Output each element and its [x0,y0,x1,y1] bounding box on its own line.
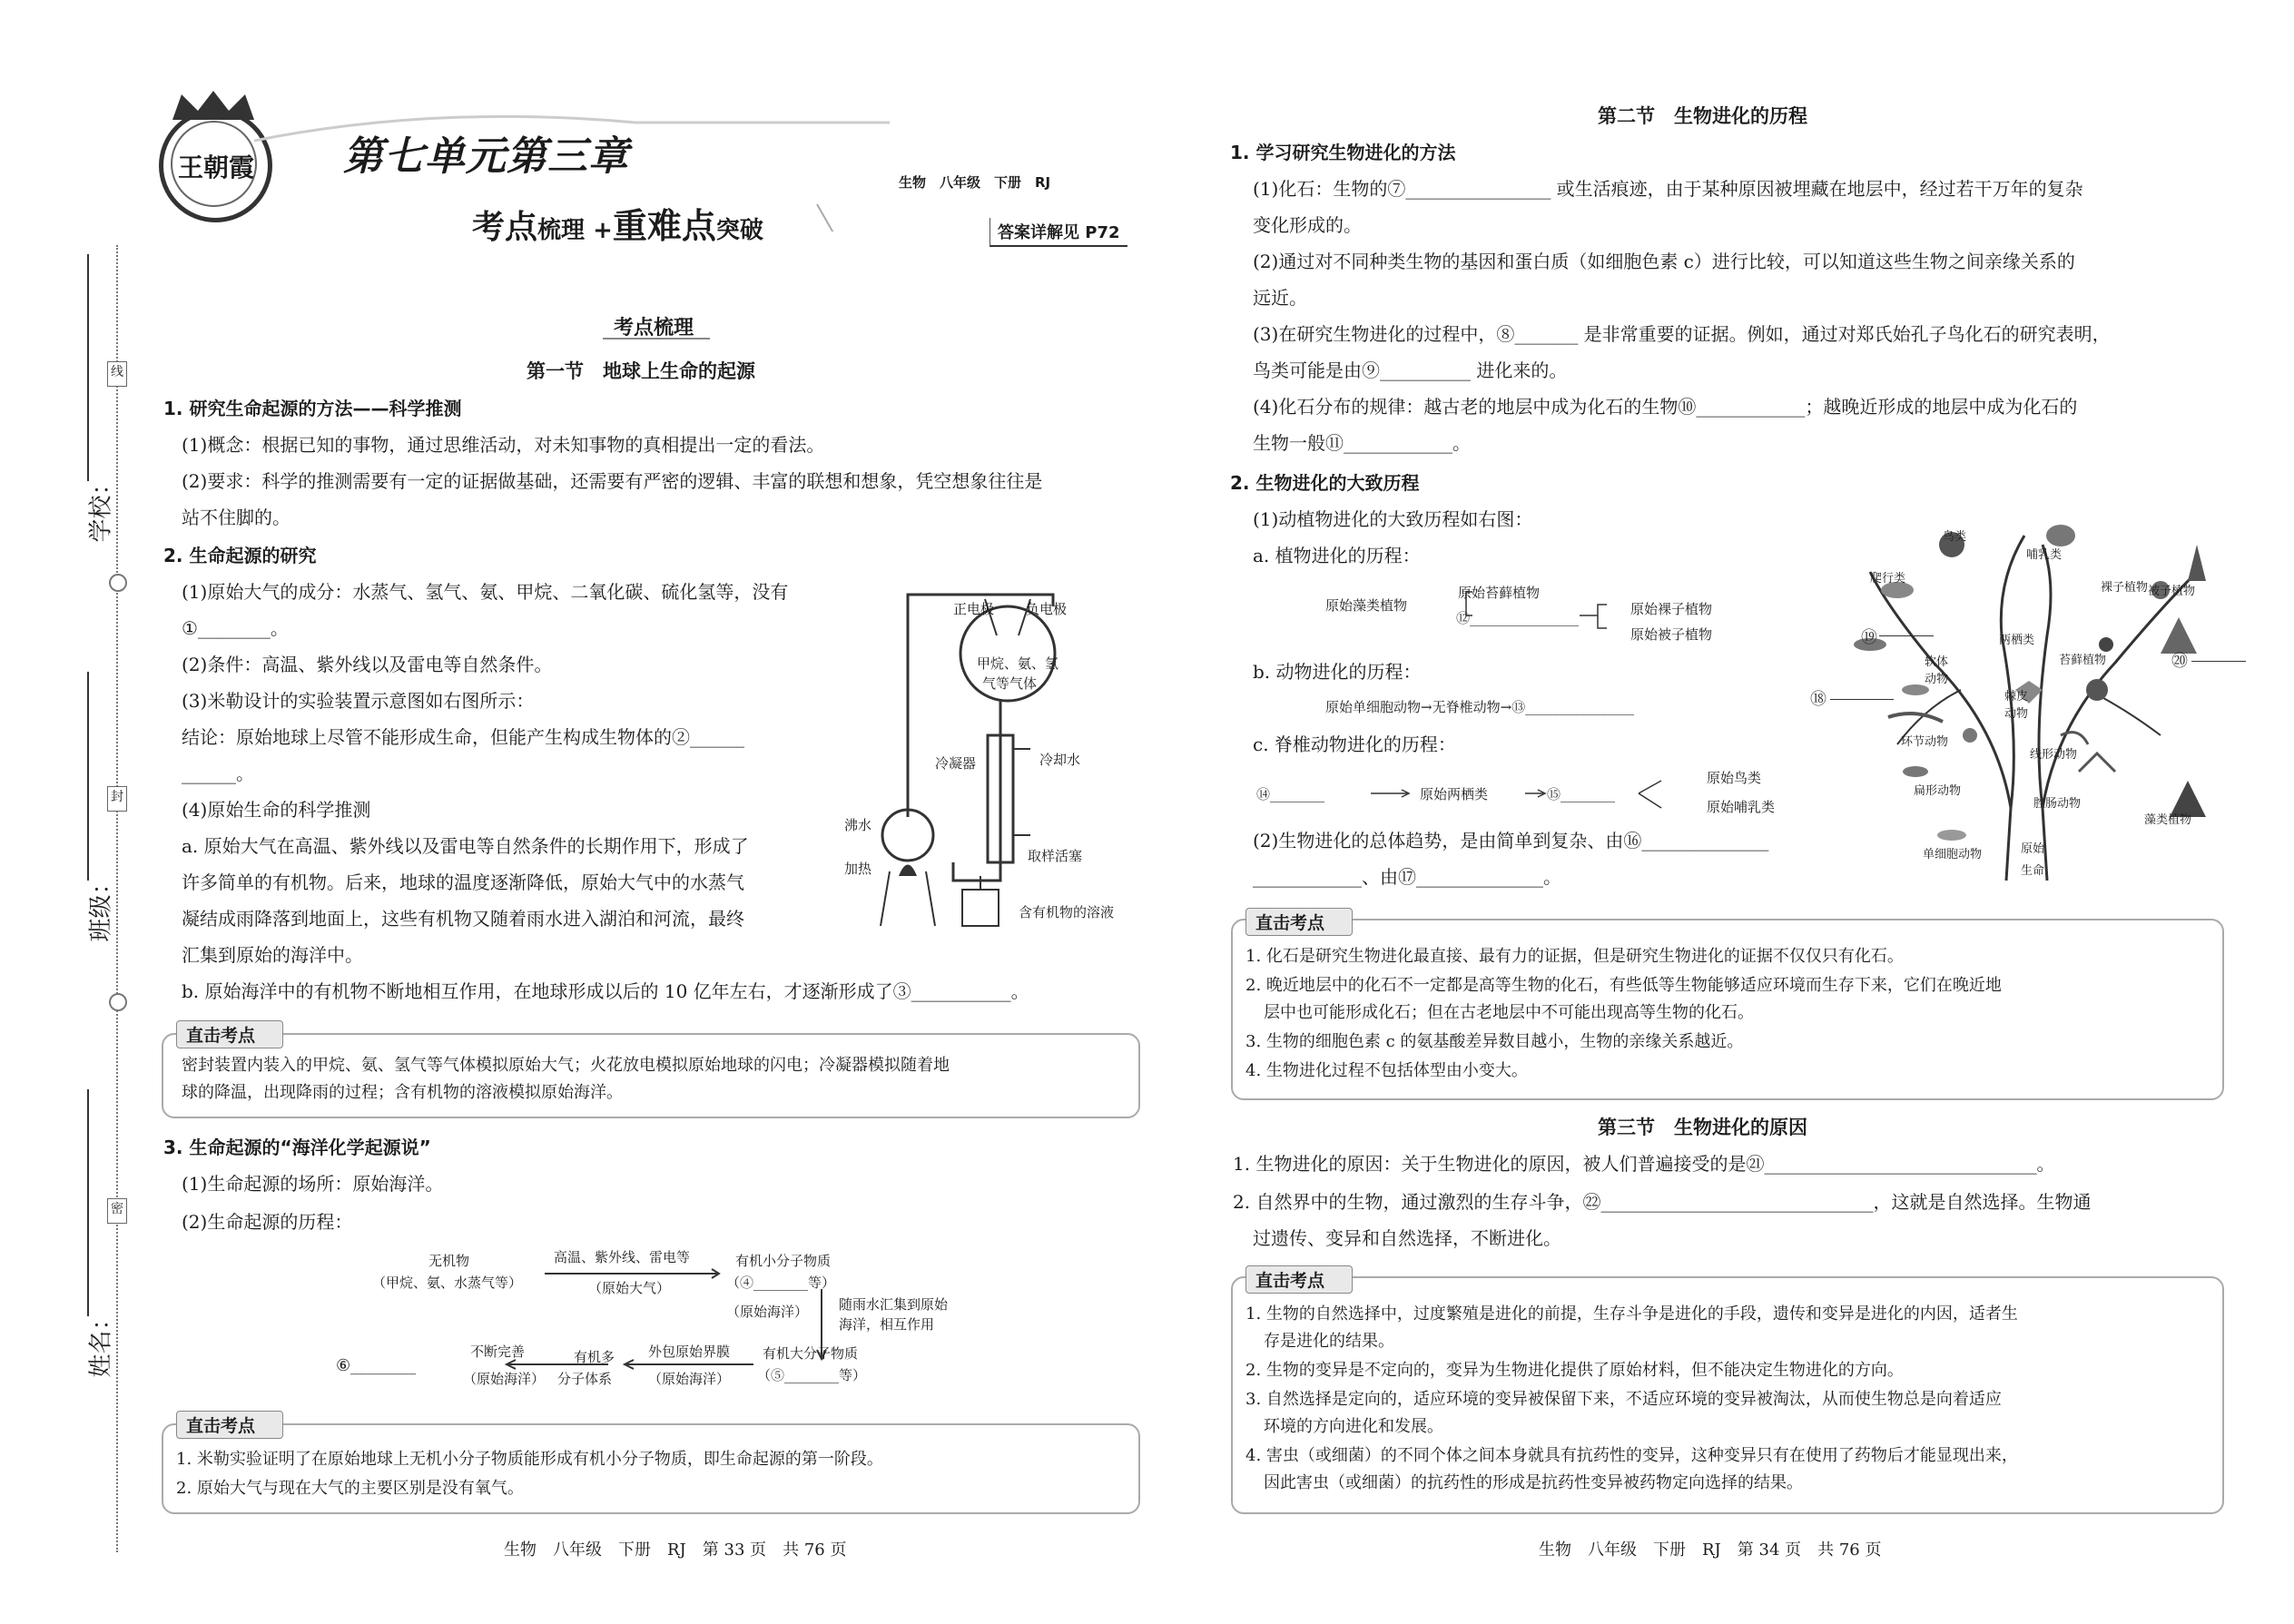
blank-4[interactable]: （④________等） [726,1275,836,1291]
tree-flatworms: 扁形动物 [1914,784,1962,798]
blank-7[interactable]: (1)化石：生物的⑦________________ 或生活痕迹，由于某种原因被埋藏在地层中，经过若干万年的复杂 [1253,178,2083,200]
header-subtitle: 考点梳理 +重难点突破 [472,206,763,246]
blank-10[interactable]: (4)化石分布的规律：越古老的地层中成为化石的生物⑩____________；越晚近形成的地层中成为化石的 [1253,396,2078,418]
text-line: (1)概念：根据已知的事物，通过思维活动，对未知事物的真相提出一定的看法。 [182,434,825,456]
label-heating: 加热 [844,861,872,877]
plant-angiosperm: 原始被子植物 [1630,626,1713,643]
text-line: 凝结成雨降落到地面上，这些有机物又随着雨水进入湖泊和河流，最终 [182,908,744,930]
blank-17[interactable]: ____________、由⑰______________。 [1253,866,1561,888]
plant-algae: 原始藻类植物 [1325,597,1408,614]
text-line: (2)通过对不同种类生物的基因和蛋白质（如细胞色素 c）进行比较，可以知道这些生物之间亲缘关系的 [1253,251,2075,272]
tip-box-tag: 直击考点 [176,1411,283,1439]
seal-mark-line: 线 [107,361,127,387]
tree-origin: 原始 [2021,842,2045,856]
tree-nematodes: 线形动物 [2030,748,2078,762]
text-line: 远近。 [1253,287,1307,309]
tree-mollusks: 软体动物 [1925,655,1949,686]
tree-reptiles: 爬行类 [1870,572,1906,586]
class-field[interactable] [87,672,89,881]
text-line: b. 动物进化的历程： [1253,661,1422,683]
flow-ocean: （原始海洋） [726,1304,809,1320]
flow-small-organic: 有机小分子物质 [735,1253,832,1269]
name-label: 姓名： [87,1306,115,1378]
tip-box-tag: 直击考点 [1245,908,1353,936]
blank-6[interactable]: ⑥________ [336,1356,417,1375]
text-line: (2)要求：科学的推测需要有一定的证据做基础，还需要有严密的逻辑、丰富的联想和想象，凭空想象往往是 [182,470,1043,492]
text-line: (4)原始生命的科学推测 [182,799,371,821]
blank-19[interactable]: ⑲ [1861,628,1877,647]
school-field[interactable] [87,254,89,481]
answer-ref: 答案详解见 P72 [989,218,1127,247]
tip-text: 1. 生物的自然选择中，过度繁殖是进化的前提，生存斗争是进化的手段，遗传和变异是进化的内因，适者生 [1245,1304,2018,1324]
tip-box-1 [162,1026,1140,1118]
tip-text: 层中也可能形成化石；但在古老地层中不可能出现高等生物的化石。 [1264,1003,1754,1022]
label-condenser: 冷凝器 [935,755,977,772]
text-line: a. 植物进化的历程： [1253,545,1421,566]
tip-text: 因此害虫（或细菌）的抗药性的形成是抗药性变异被药物定向选择的结果。 [1264,1473,1803,1492]
text-line: 变化形成的。 [1253,214,1362,236]
tree-gymnosperms: 裸子植物 [2101,581,2149,595]
flow-condition-sub: （原始大气） [588,1280,671,1296]
text-line: (3)米勒设计的实验装置示意图如右图所示： [182,690,535,712]
flow-rain-2: 海洋，相互作用 [839,1316,935,1333]
punch-hole-icon [109,993,127,1011]
unit-title: 第七单元第三章 [343,133,629,180]
vertebrate-evolution-arrows [1362,763,1725,826]
blank-20[interactable]: ⑳ [2171,652,2188,671]
label-organic-solution: 含有机物的溶液 [1019,904,1115,920]
tree-algae: 藻类植物 [2144,813,2192,827]
heading-2: 2. 生物进化的大致历程 [1230,472,1420,494]
heading-1: 1. 学习研究生物进化的方法 [1230,142,1456,163]
tip-text: 2. 晚近地层中的化石不一定都是高等生物的化石，有些低等生物能够适应环境而生存下来，它们在晚近地 [1245,976,2002,995]
heading-1: 1. 研究生命起源的方法——科学推测 [163,398,462,419]
flow-multi: 有机多 [574,1349,615,1365]
label-gas-2: 气等气体 [982,675,1038,692]
blank-14[interactable]: ⑭________ [1256,786,1325,802]
tip-text: 4. 害虫（或细菌）的不同个体之间本身就具有抗药性的变异，这种变异只有在使用了药物后才能显现出来， [1245,1446,2018,1465]
tree-moss: 苔藓植物 [2059,654,2107,667]
flow-big-organic: 有机大分子物质 [763,1345,859,1362]
blank-11[interactable]: 生物一般⑪____________。 [1253,432,1471,454]
text-line: c. 脊椎动物进化的历程： [1253,733,1456,755]
section-title: 考点梳理 [614,317,694,340]
tree-cnidarians: 腔肠动物 [2033,797,2082,811]
blank-16[interactable]: (2)生物进化的总体趋势，是由简单到复杂、由⑯______________ [1253,830,1769,851]
tree-amphibians: 两栖类 [1999,634,2035,647]
plant-gymnosperm: 原始裸子植物 [1630,601,1713,617]
tip-box-tag: 直击考点 [176,1020,283,1048]
logo-text: 王朝霞 [178,153,255,182]
tip-text: 1. 米勒实验证明了在原始地球上无机小分子物质能形成有机小分子物质，即生命起源的第一阶段。 [176,1450,883,1469]
vert-mammal: 原始哺乳类 [1707,799,1776,815]
class-label: 班级： [87,871,115,942]
label-boiling-water: 沸水 [844,817,872,833]
blank-9[interactable]: 鸟类可能是由⑨__________ 进化来的。 [1253,359,1568,381]
blank-21[interactable]: 1. 生物进化的原因：关于生物进化的原因，被人们普遍接受的是㉑______________________________。 [1233,1153,2055,1175]
text-line: (2)条件：高温、紫外线以及雷电等自然条件。 [182,654,553,675]
book-info: 生物 八年级 下册 RJ [899,174,1051,191]
tip-text: 密封装置内装入的甲烷、氨、氢气等气体模拟原始大气；火花放电模拟原始地球的闪电；冷凝器模拟随着地 [182,1056,950,1075]
flow-rain: 随雨水汇集到原始 [839,1296,949,1313]
flow-ocean: （原始海洋） [463,1371,546,1387]
blank-13[interactable]: 原始单细胞动物→无脊椎动物→⑬________________ [1325,699,1635,715]
tip-text: 3. 生物的细胞色素 c 的氨基酸差异数目越小，生物的亲缘关系越近。 [1245,1032,1744,1051]
blank-5[interactable]: （⑤________等） [757,1367,867,1383]
blank-3[interactable]: b. 原始海洋中的有机物不断地相互作用，在地球形成以后的 10 亿年左右，才逐渐形成了③___________。 [182,980,1029,1002]
blank-12[interactable]: ⑫________________ [1456,610,1580,626]
heading-3: 3. 生命起源的“海洋化学起源说” [163,1137,431,1158]
tip-box-tag: 直击考点 [1245,1265,1353,1294]
label-negative-electrode: 负电极 [1026,601,1068,617]
text-line: a. 原始大气在高温、紫外线以及雷电等自然条件的长期作用下，形成了 [182,835,749,857]
name-field[interactable] [87,1089,89,1316]
miller-apparatus-diagram [817,563,1162,944]
flow-perfect: 不断完善 [470,1343,526,1360]
tip-text: 2. 原始大气与现在大气的主要区别是没有氧气。 [176,1479,524,1498]
flow-inorganic: 无机物 [428,1253,470,1269]
tree-single-cell: 单细胞动物 [1923,848,1983,861]
text-line: ______。 [182,763,254,784]
tip-box-3 [1231,913,2224,1100]
vert-bird: 原始鸟类 [1707,770,1762,786]
label-cooling-water: 冷却水 [1039,752,1081,768]
tip-text: 环境的方向进化和发展。 [1264,1417,1443,1436]
tree-mammals: 哺乳类 [2026,548,2063,562]
text-line: 汇集到原始的海洋中。 [182,944,363,966]
heading-2: 2. 生命起源的研究 [163,545,317,566]
blank-1[interactable]: ①________。 [182,617,289,639]
seal-mark-secret: 密 [107,1198,127,1224]
blank-2[interactable]: 结论：原始地球上尽管不能形成生命，但能产生构成生物体的②______ [182,726,744,748]
school-label: 学校： [87,471,115,543]
tree-annelids: 环节动物 [1901,735,1949,749]
seal-mark-seal: 封 [107,786,127,812]
label-sampling-valve: 取样活塞 [1028,848,1083,864]
binding-line [116,245,118,1552]
flow-multi-2: 分子体系 [557,1371,613,1387]
tree-birds: 鸟类 [1943,530,1967,544]
tip-text: 4. 生物进化过程不包括体型由小变大。 [1245,1061,1528,1080]
tip-box-4 [1231,1271,2224,1514]
vert-amphibian: 原始两栖类 [1420,786,1489,802]
tip-box-2 [162,1416,1140,1514]
right-footer: 生物 八年级 下册 RJ 第 34 页 共 76 页 [1539,1540,1882,1560]
text-line: (1)动植物进化的大致历程如右图： [1253,508,1533,530]
text-line: (1)原始大气的成分：水蒸气、氢气、氨、甲烷、二氧化碳、硫化氢等，没有 [182,581,789,603]
label-gas: 甲烷、氨、氢 [977,655,1059,672]
node3-title: 第三节 生物进化的原因 [1598,1117,1807,1138]
blank-8[interactable]: (3)在研究生物进化的过程中，⑧_______ 是非常重要的证据。例如，通过对郑氏始孔子鸟化石的研究表明， [1253,323,2111,345]
flow-inorganic-sub: （甲烷、氨、水蒸气等） [372,1275,523,1291]
tree-angiosperms: 被子植物 [2148,585,2196,598]
tree-life: 生命 [2021,864,2045,878]
text-line: 站不住脚的。 [182,507,290,528]
text-line: 许多简单的有机物。后来，地球的温度逐渐降低，原始大气中的水蒸气 [182,871,744,893]
label-positive-electrode: 正电极 [953,601,995,617]
tip-text: 存是进化的结果。 [1264,1332,1394,1351]
flow-membrane: 外包原始界膜 [648,1343,731,1360]
tip-text: 球的降温，出现降雨的过程；含有机物的溶液模拟原始海洋。 [182,1083,623,1102]
flow-condition: 高温、紫外线、雷电等 [554,1249,691,1265]
tip-text: 1. 化石是研究生物进化最直接、最有力的证据，但是研究生物进化的证据不仅仅只有化石。 [1245,947,1904,966]
tip-text: 3. 自然选择是定向的，适应环境的变异被保留下来，不适应环境的变异被淘汰，从而使生物总是向着适应 [1245,1390,2002,1409]
tip-text: 2. 生物的变异是不定向的，变异为生物进化提供了原始材料，但不能决定生物进化的方向。 [1245,1361,1904,1380]
flow-ocean: （原始海洋） [648,1371,731,1387]
node2-title: 第二节 生物进化的历程 [1598,105,1807,127]
tree-echinoderms: 棘皮动物 [2004,690,2029,721]
blank-22[interactable]: 2. 自然界中的生物，通过激烈的生存斗争，㉒______________________________，这就是自然选择。生物通 [1233,1191,2092,1213]
text-line: 过遗传、变异和自然选择，不断进化。 [1253,1227,1561,1249]
punch-hole-icon [109,574,127,592]
plant-moss: 原始苔藓植物 [1458,585,1541,601]
text-line: (2)生命起源的历程： [182,1211,353,1233]
blank-15[interactable]: ⑮________ [1547,786,1616,802]
node1-title: 第一节 地球上生命的起源 [527,360,755,382]
blank-18[interactable]: ⑱ [1810,690,1826,709]
text-line: (1)生命起源的场所：原始海洋。 [182,1173,444,1195]
left-footer: 生物 八年级 下册 RJ 第 33 页 共 76 页 [504,1540,847,1560]
